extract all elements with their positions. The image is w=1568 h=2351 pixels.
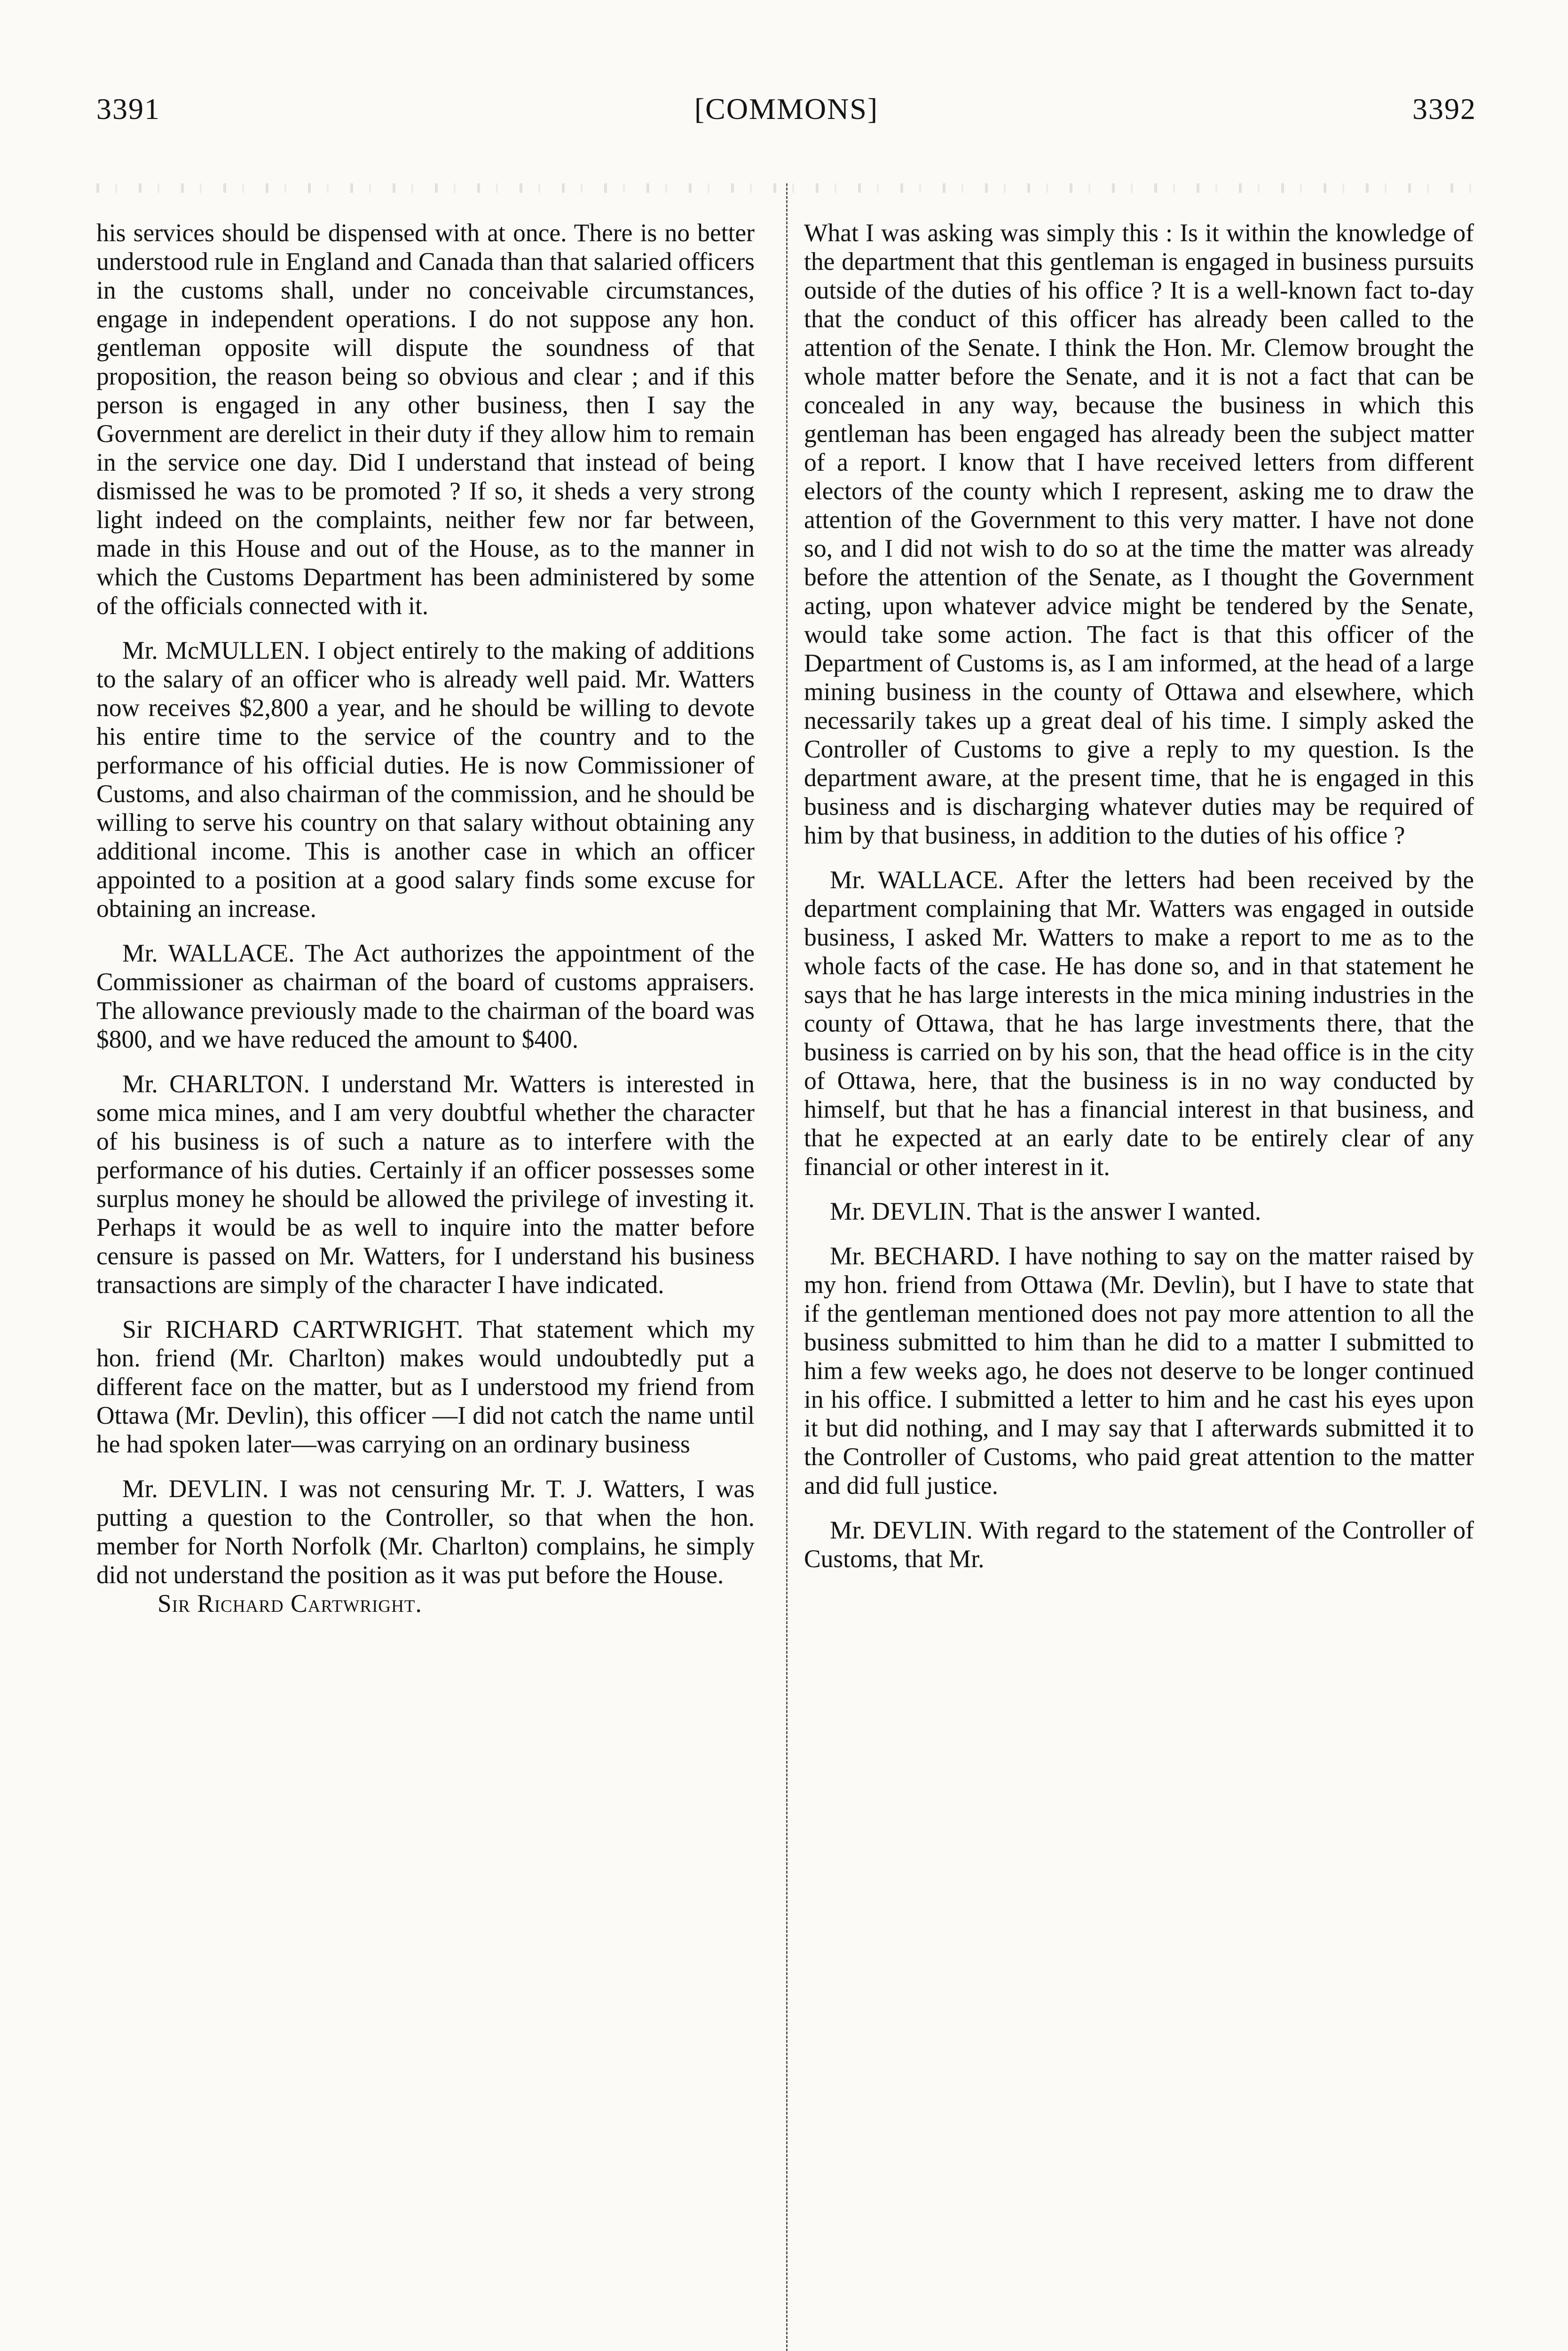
paragraph	[804, 1242, 1474, 1500]
left-column	[96, 219, 755, 2344]
page-number-left: 3391	[96, 92, 160, 126]
speaker-name: Mr. DEVLIN.	[830, 1516, 973, 1544]
paragraph-text: I was not censuring Mr. T. J. Watters, I was putting a question to the Controller, so that when the hon. member for North Norfolk (Mr. Charlton) complains, he simply did not understand the position as it was put before the House.	[96, 1475, 755, 1589]
speaker-name: Mr. DEVLIN.	[830, 1197, 972, 1225]
speaker-name: Mr. CHARLTON.	[122, 1070, 310, 1098]
paragraph-text: I object entirely to the making of additions to the salary of an officer who is already well paid. Mr. Watters now receives $2,800 a year, and he should be willing to devote his entire time to the service of the country and to the performance of his official duties. He is now Commissioner of Customs, and also chairman of the commission, and he should be willing to serve his country on that salary without obtaining any additional income. This is another case in which an officer appointed to a position at a good salary finds some excuse for obtaining an increase.	[96, 636, 755, 923]
page-number-right: 3392	[1412, 92, 1476, 126]
speaker-name: Mr. WALLACE.	[830, 866, 1004, 894]
paragraph	[96, 939, 755, 1054]
paragraph	[96, 219, 755, 620]
paragraph-text: That is the answer I wanted.	[977, 1197, 1261, 1225]
speaker-name: Sir RICHARD CARTWRIGHT.	[122, 1315, 464, 1343]
paragraph	[96, 636, 755, 923]
paragraph-text: his services should be dispensed with at once. There is no better understood rule in England and Canada than that salaried officers in the customs shall, under no conceivable circumstances, engage in independent operations. I do not suppose any hon. gentleman opposite will dispute the soundness of that proposition, the reason being so obvious and clear ; and if this person is engaged in any other business, then I say the Government are derelict in their duty if they allow him to remain in the service one day. Did I understand that instead of being dismissed he was to be promoted ? If so, it sheds a very strong light indeed on the complaints, neither few nor far between, made in this House and out of the House, as to the manner in which the Customs Department has been administered by some of the officials connected with it.	[96, 219, 755, 620]
speaker-name: Mr. WALLACE.	[122, 939, 295, 967]
paragraph-text: What I was asking was simply this : Is it within the knowledge of the department that this gentleman is engaged in business pursuits outside of the duties of his office ? It is a well-known fact to-day that the conduct of this officer has already been called to the attention of the Senate. I think the Hon. Mr. Clemow brought the whole matter before the Senate, and it is not a fact that can be concealed in any way, because the business in which this gentleman has been engaged has already been the subject matter of a report. I know that I have received letters from different electors of the county which I represent, asking me to draw the attention of the Government to this very matter. I have not done so, and I did not wish to do so at the time the matter was already before the attention of the Senate, as I thought the Government acting, upon whatever advice might be tendered by the Senate, would take some action. The fact is that this officer of the Department of Customs is, as I am informed, at the head of a large mining business in the county of Ottawa and elsewhere, which necessarily takes up a great deal of his time. I simply asked the Controller of Customs to give a reply to my question. Is the department aware, at the present time, that he is engaged in this business and is discharging whatever duties may be required of him by that business, in addition to the duties of his office ?	[804, 219, 1474, 849]
paragraph	[96, 1070, 755, 1299]
paragraph	[96, 1475, 755, 1589]
paragraph-text: After the letters had been received by the department complaining that Mr. Watters was engaged in outside business, I asked Mr. Watters to make a report to me as to the whole facts of the case. He has done so, and in that statement he says that he has large interests in the mica mining industries in the county of Ottawa, that he has large investments there, that the business is carried on by his son, that the head office is in the city of Ottawa, here, that the business is in no way conducted by himself, but that he has a financial interest in that business, and that he expected at an early date to be entirely clear of any financial or other interest in it.	[804, 866, 1474, 1181]
speaker-name: Mr. McMULLEN.	[122, 636, 310, 664]
signature-line: Sir Richard Cartwright.	[158, 1589, 422, 1617]
paragraph	[804, 1516, 1474, 1573]
running-title: [COMMONS]	[694, 92, 879, 126]
speaker-name: Mr. DEVLIN.	[122, 1475, 269, 1503]
paragraph-text: With regard to the statement of the Controller of Customs, that Mr.	[804, 1516, 1474, 1573]
paragraph	[804, 866, 1474, 1181]
right-column	[804, 219, 1474, 2344]
page-header	[96, 92, 1476, 134]
paragraph	[804, 219, 1474, 850]
paragraph-text: I have nothing to say on the matter raised by my hon. friend from Ottawa (Mr. Devlin), but I have to state that if the gentleman mentioned does not pay more attention to all the business submitted to him than he did to a matter I submitted to him a few weeks ago, he does not deserve to be longer continued in his office. I submitted a letter to him and he cast his eyes upon it but did nothing, and I may say that I afterwards submitted it to the Controller of Customs, who paid great attention to the matter and did full justice.	[804, 1242, 1474, 1499]
paragraph-text: I understand Mr. Watters is interested in some mica mines, and I am very doubtful whether the character of his business is of such a nature as to interfere with the performance of his duties. Certainly if an officer possesses some surplus money he should be allowed the privilege of investing it. Perhaps it would be as well to inquire into the matter before censure is passed on Mr. Watters, for I understand his business transactions are simply of the character I have indicated.	[96, 1070, 755, 1299]
paragraph	[804, 1197, 1474, 1226]
paragraph	[96, 1315, 755, 1459]
column-divider	[786, 183, 788, 2351]
paragraph-text: That statement which my hon. friend (Mr. Charlton) makes would undoubtedly put a different face on the matter, but as I understood my friend from Ottawa (Mr. Devlin), this officer —I did not catch the name until he had spoken later—was carrying on an ordinary business	[96, 1315, 755, 1458]
paragraph-text: The Act authorizes the appointment of the Commissioner as chairman of the board of customs appraisers. The allowance previously made to the chairman of the board was $800, and we have reduced the amount to $400.	[96, 939, 755, 1053]
speaker-name: Mr. BECHARD.	[830, 1242, 1001, 1270]
